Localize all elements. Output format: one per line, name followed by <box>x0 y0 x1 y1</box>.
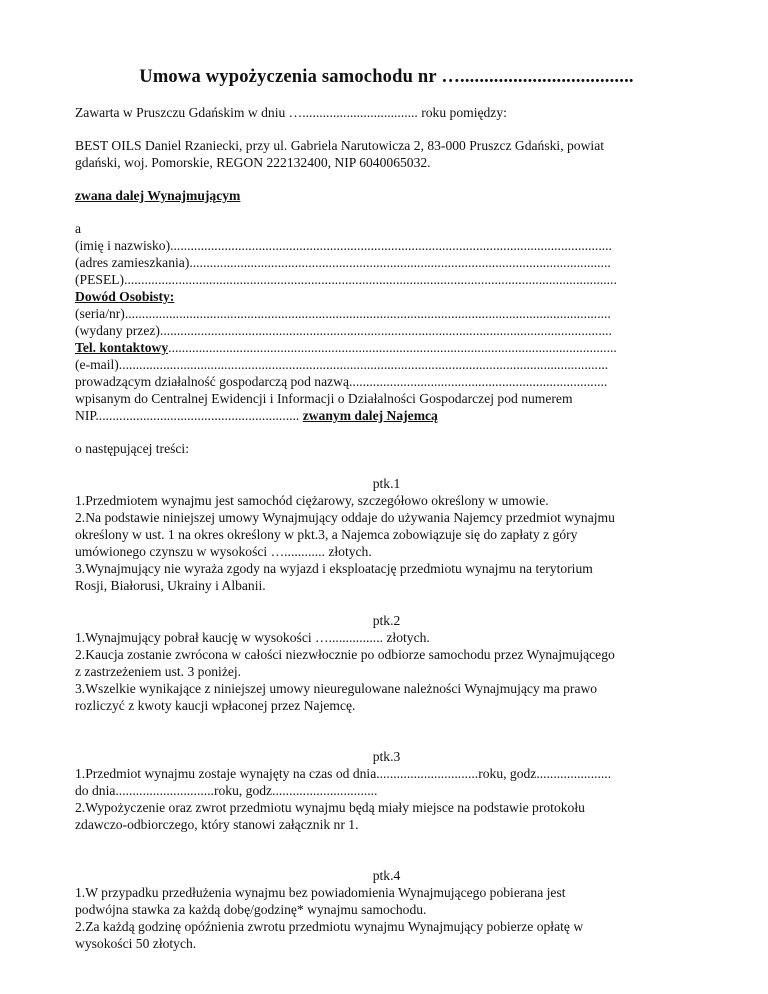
nip-prefix: NIP............................................................ <box>75 408 303 423</box>
field-phone[interactable] <box>75 339 698 356</box>
field-address[interactable]: (adres zamieszkania)............................................................................................................................ <box>75 255 611 270</box>
section-4-heading: ptk.4 <box>372 868 401 883</box>
following-content: o następującej treści: <box>75 441 189 456</box>
phone-dots: .................................................................................................................................... <box>168 340 617 355</box>
section-2-line: 2.Kaucja zostanie zwrócona w całości niezwłocznie po odbiorze samochodu przez Wynajmującego <box>75 647 615 662</box>
contract-title: Umowa wypożyczenia samochodu nr ….................................... <box>139 67 634 87</box>
lessor-label: zwana dalej Wynajmującym <box>75 188 241 203</box>
field-id-issued[interactable]: (wydany przez)..................................................................................................................................... <box>75 323 612 338</box>
lessor-details-line-2: gdański, woj. Pomorskie, REGON 222132400, NIP 6040065032. <box>75 155 431 170</box>
section-1-line: 1.Przedmiotem wynajmu jest samochód ciężarowy, szczegółowo określony w umowie. <box>75 493 549 508</box>
lessor-details-line-1: BEST OILS Daniel Rzaniecki, przy ul. Gabriela Narutowicza 2, 83-000 Pruszcz Gdański, powiat <box>75 138 605 153</box>
section-1-line: 2.Na podstawie niniejszej umowy Wynajmujący oddaje do używania Najemcy przedmiot wynajmu <box>75 510 615 525</box>
section-3-line: 1.Przedmiot wynajmu zostaje wynajęty na czas od dnia..............................roku, godz...................... <box>75 766 612 781</box>
section-2-line: 3.Wszelkie wynikające z niniejszej umowy nieuregulowane należności Wynajmujący ma prawo <box>75 681 598 696</box>
intro-line: Zawarta w Pruszczu Gdańskim w dniu ….................................. roku pomiędzy: <box>75 105 507 120</box>
section-2-heading: ptk.2 <box>372 613 401 628</box>
section-4-line: wysokości 50 złotych. <box>75 936 197 951</box>
section-4-line: 2.Za każdą godzinę opóźnienia zwrotu przedmiotu wynajmu Wynajmujący pobierze opłatę w <box>75 919 584 934</box>
section-3-line: 2.Wypożyczenie oraz zwrot przedmiotu wynajmu będą miały miejsce na podstawie protokołu <box>75 800 585 815</box>
section-2-line: rozliczyć z kwoty kaucji wpłaconej przez Najemcę. <box>75 698 356 713</box>
section-3-line: do dnia.............................roku, godz............................... <box>75 783 378 798</box>
and-word: a <box>75 221 82 236</box>
field-nip[interactable] <box>75 407 698 424</box>
section-1-line: Rosji, Białorusi, Ukrainy i Albanii. <box>75 578 266 593</box>
section-4-line: podwójna stawka za każdą dobę/godzinę* wynajmu samochodu. <box>75 902 427 917</box>
field-business-name[interactable]: prowadzącym działalność gospodarczą pod nazwą............................................................................ <box>75 374 608 389</box>
section-2-line: 1.Wynajmujący pobrał kaucję w wysokości …................ złotych. <box>75 630 430 645</box>
field-name[interactable]: (imię i nazwisko).................................................................................................................................. <box>75 238 612 253</box>
field-id-series[interactable]: (seria/nr)............................................................................................................................................... <box>75 306 611 321</box>
section-1-heading: ptk.1 <box>372 476 401 491</box>
section-3-heading: ptk.3 <box>372 749 401 764</box>
ceidg-line: wpisanym do Centralnej Ewidencji i Informacji o Działalności Gospodarczej pod numerem <box>75 391 573 406</box>
section-2-line: z zastrzeżeniem ust. 3 poniżej. <box>75 664 242 679</box>
section-1-line: umówionego czynszu w wysokości …............ złotych. <box>75 544 372 559</box>
id-card-heading: Dowód Osobisty: <box>75 289 175 304</box>
lessee-label: zwanym dalej Najemcą <box>302 408 438 423</box>
phone-label: Tel. kontaktowy <box>75 340 169 355</box>
section-4-line: 1.W przypadku przedłużenia wynajmu bez powiadomienia Wynajmującego pobierana jest <box>75 885 566 900</box>
field-email[interactable]: (e-mail)................................................................................................................................................ <box>75 357 609 372</box>
field-pesel[interactable]: (PESEL)................................................................................................................................................. <box>75 272 617 287</box>
section-1-line: określony w ust. 1 na okres określony w pkt.3, a Najemca zobowiązuje się do zapłaty z góry <box>75 527 578 542</box>
section-1-line: 3.Wynajmujący nie wyraża zgody na wyjazd i eksploatację przedmiotu wynajmu na terytorium <box>75 561 593 576</box>
section-3-line: zdawczo-odbiorczego, który stanowi załącznik nr 1. <box>75 817 359 832</box>
